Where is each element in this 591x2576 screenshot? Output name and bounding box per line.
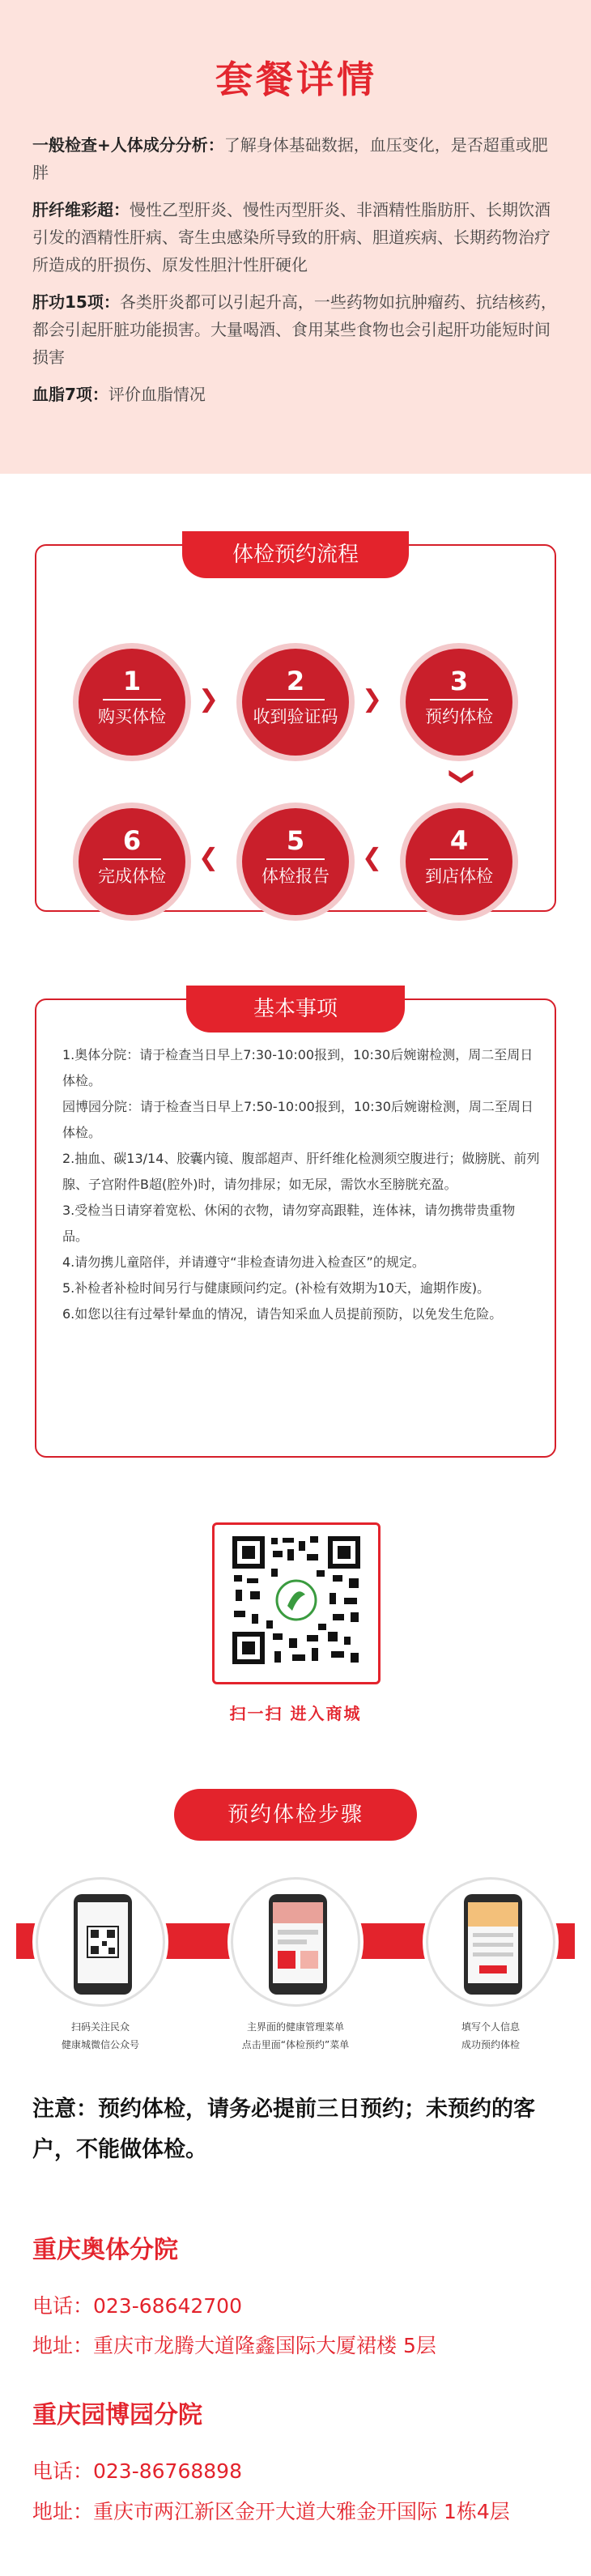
branch-address: 地址：重庆市两江新区金开大道大雅金开国际 1栋4层 (32, 2500, 510, 2523)
flow-step-number: 3 (449, 666, 469, 696)
step-caption-line: 健康城微信公众号 (61, 2039, 139, 2050)
arrow-right-icon: ❯ (198, 685, 219, 713)
branch-phone[interactable]: 电话：023-68642700 (32, 2294, 242, 2318)
step-2-illustration (231, 1877, 360, 2007)
package-item-text: 慢性乙型肝炎、慢性丙型肝炎、非酒精性脂肪肝、长期饮酒引发的酒精性肝病、寄生虫感染所导致的肝病、胆道疾病、长期药物治疗所造成的肝损伤、原发性胆汁性肝硬化 (32, 200, 551, 275)
flow-step-6 (79, 808, 185, 915)
step-caption-line: 点击里面“体检预约”菜单 (241, 2039, 350, 2050)
flow-step-number: 5 (286, 825, 305, 856)
arrow-left-icon: ❯ (198, 846, 219, 875)
note-line: 园博园分院：请于检查当日早上7:50-10:00报到，10:30后婉谢检测，周二至周日体检。 (62, 1099, 534, 1140)
flow-step-label: 收到验证码 (253, 707, 338, 726)
package-item-label: 肝纤维彩超： (32, 200, 130, 219)
arrow-down-icon: ❯ (448, 766, 477, 787)
package-item (32, 381, 560, 408)
branch-name: 重庆奥体分院 (32, 2236, 178, 2264)
package-item (32, 288, 560, 371)
step-caption-line: 填写个人信息 (461, 2021, 520, 2033)
flow-step-2 (242, 649, 349, 756)
note-line: 4.请勿携儿童陪伴，并请遵守“非检查请勿进入检查区”的规定。 (62, 1254, 425, 1270)
flow-step-4 (406, 808, 512, 915)
qr-caption: 扫一扫 进入商城 (229, 1704, 362, 1723)
flow-step-number: 1 (122, 666, 142, 696)
flow-step-label: 体检报告 (261, 866, 330, 886)
flow-step-number: 2 (286, 666, 305, 696)
package-item (32, 131, 560, 186)
qr-code-icon (78, 1902, 128, 1983)
branch-name: 重庆园博园分院 (32, 2401, 202, 2429)
package-item-label: 血脂7项： (32, 385, 108, 404)
arrow-left-icon: ❯ (362, 846, 383, 875)
flow-step-1 (79, 649, 185, 756)
flow-step-5 (242, 808, 349, 915)
phone-icon (464, 1894, 522, 1995)
basic-notes-title: 基本事项 (186, 986, 405, 1033)
step-caption (410, 2018, 572, 2054)
package-item-text: 评价血脂情况 (108, 385, 206, 404)
flow-step-3 (406, 649, 512, 756)
step-1-illustration (36, 1877, 165, 2007)
branch-phone[interactable]: 电话：023-86768898 (32, 2459, 242, 2483)
branch-address: 地址：重庆市龙腾大道隆鑫国际大厦裙楼 5层 (32, 2334, 436, 2357)
booking-notice: 注意：预约体检，请务必提前三日预约；未预约的客户，不能做体检。 (32, 2097, 535, 2162)
basic-notes-box (35, 998, 556, 1458)
qr-code[interactable] (212, 1522, 381, 1684)
qr-code-icon (229, 1533, 364, 1667)
flow-step-label: 完成体检 (98, 866, 166, 886)
package-item-text: 了解身体基础数据，血压变化，是否超重或肥胖 (32, 135, 548, 182)
flow-step-label: 预约体检 (425, 707, 493, 726)
step-caption-line: 成功预约体检 (461, 2039, 520, 2050)
package-item-text: 各类肝炎都可以引起升高，一些药物如抗肿瘤药、抗结核药，都会引起肝脏功能损害。大量喝酒、食用某些食物也会引起肝功能短时间损害 (32, 292, 557, 367)
step-3-illustration (426, 1877, 555, 2007)
phone-icon (269, 1894, 327, 1995)
note-line: 6.如您以往有过晕针晕血的情况，请告知采血人员提前预防，以免发生危险。 (62, 1306, 503, 1322)
package-item (32, 196, 560, 279)
flow-step-label: 到店体检 (425, 866, 493, 886)
note-line: 5.补检者补检时间另行与健康顾问约定。(补检有效期为10天，逾期作废)。 (62, 1280, 491, 1296)
flow-step-number: 6 (122, 825, 142, 856)
step-caption (215, 2018, 376, 2054)
form-screen-icon (468, 1902, 518, 1983)
package-item-label: 肝功15项： (32, 292, 120, 312)
step-caption (19, 2018, 181, 2054)
phone-icon (74, 1894, 132, 1995)
note-line: 2.抽血、碳13/14、胶囊内镜、腹部超声、肝纤维化检测须空腹进行；做膀胱、前列腺、子宫附件B超(腔外)时，请勿排尿；如无尿，需饮水至膀胱充盈。 (62, 1151, 540, 1192)
note-line: 3.受检当日请穿着宽松、休闲的衣物，请勿穿高跟鞋，连体袜，请勿携带贵重物品。 (62, 1203, 516, 1244)
app-screen-icon (273, 1902, 323, 1983)
flow-step-number: 4 (449, 825, 469, 856)
package-details-section (0, 0, 591, 474)
note-line: 1.奥体分院：请于检查当日早上7:30-10:00报到，10:30后婉谢检测，周二至周日体检。 (62, 1047, 534, 1088)
booking-steps-title: 预约体检步骤 (174, 1789, 417, 1841)
flow-step-label: 购买体检 (98, 707, 166, 726)
package-item-label: 一般检查+人体成分分析： (32, 135, 224, 155)
booking-flow-box (35, 544, 556, 912)
step-caption-line: 主界面的健康管理菜单 (246, 2021, 344, 2033)
arrow-right-icon: ❯ (362, 685, 383, 713)
package-title: 套餐详情 (215, 57, 377, 101)
booking-flow-title: 体检预约流程 (182, 531, 409, 578)
step-caption-line: 扫码关注民众 (70, 2021, 130, 2033)
